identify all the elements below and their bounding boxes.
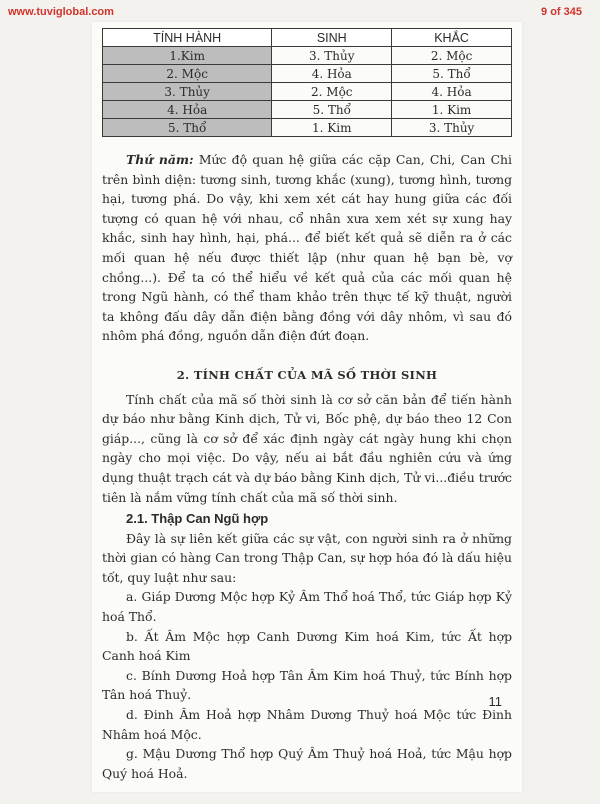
table-cell: 4. Hỏa [103,101,272,119]
subsection-intro: Đây là sự liên kết giữa các sự vật, con người sinh ra ở những thời gian có hàng Can trong Thập Can, sự hợp hóa đó là dấu hiệu tốt, quy luật như sau: [102,530,512,585]
table-cell: 5. Thổ [392,65,512,83]
table-cell: 2. Mộc [272,83,392,101]
table-cell: 2. Mộc [103,65,272,83]
table-header-row [103,29,512,47]
table-cell: 5. Thổ [272,101,392,119]
page-counter: 9 of 345 [541,6,582,18]
table-cell: 4. Hỏa [392,83,512,101]
table-cell: 1. Kim [272,119,392,137]
list-item: g. Mậu Dương Thổ hợp Quý Âm Thuỷ hoá Hoả, tức Mậu hợp Quý hoá Hoả. [102,746,512,781]
subsection-heading: 2.1. Thập Can Ngũ hợp [126,511,269,527]
table-row [103,83,512,101]
note-label: Thứ năm: [126,152,194,167]
list-item: c. Bính Dương Hoả hợp Tân Âm Kim hoá Thuỷ, tức Bính hợp Tân hoá Thuỷ. [102,667,512,703]
page-content [102,150,512,783]
site-link[interactable]: www.tuviglobal.com [8,6,114,18]
table-cell: 1.Kim [103,47,272,65]
table-cell: 4. Hỏa [272,65,392,83]
table-header-cell: KHẮC [392,29,512,47]
section-paragraph: Tính chất của mã số thời sinh là cơ sở căn bản để tiến hành dự báo như bằng Kinh dịch, Tử vi, Bốc phệ, dự báo theo 12 Con giáp..., cũng là cơ sở để xác định ngày cát ngày hung khi chọn ngày cho mọi việc. Do vậy, nếu ai bắt đầu nghiên cứu và ứng dụng thuật trạch cát và dự báo bằng Kinh dịch, Tử vi...điều trước tiên là nắm vững tính chất của mã số thời sinh. [102,391,512,505]
table-header-cell: TÍNH HÀNH [103,29,272,47]
table-cell: 3. Thủy [103,83,272,101]
top-bar [0,0,600,24]
note-paragraph [102,150,512,346]
list-item: b. Ất Âm Mộc hợp Canh Dương Kim hoá Kim, tức Ất hợp Canh hoá Kim [102,628,512,664]
table-row [103,101,512,119]
table-cell: 3. Thủy [392,119,512,137]
table-row [103,119,512,137]
list-item: d. Đinh Âm Hoả hợp Nhâm Dương Thuỷ hoá Mộc tức Đinh Nhâm hoá Mộc. [102,707,512,742]
table-cell: 2. Mộc [392,47,512,65]
list-item: a. Giáp Dương Mộc hợp Kỷ Âm Thổ hoá Thổ, tức Giáp hợp Kỷ hoá Thổ. [102,589,512,625]
page-number: 11 [488,694,502,709]
table-row [103,47,512,65]
table-row [103,65,512,83]
document-page [92,22,522,792]
table-cell: 1. Kim [392,101,512,119]
element-table [102,28,512,137]
table-cell: 3. Thủy [272,47,392,65]
section-heading: 2. TÍNH CHẤT CỦA MÃ SỐ THỜI SINH [176,367,438,382]
table-cell: 5. Thổ [103,119,272,137]
table-header-cell: SINH [272,29,392,47]
note-text: Mức độ quan hệ giữa các cặp Can, Chi, Can Chi trên bình diện: tương sinh, tương khắc (xung), tương hình, tương hại, tương phá. Do vậy, khi xem xét cát hay hung giữa các đối tượng có quan hệ với nhau, cổ nhân xưa xem xét sự xung hay khắc, sinh hay hình, hại, phá... để biết kết quả sẽ diễn ra ở các mối quan hệ nếu được thiết lập (như quan hệ bạn bè, vợ chồng...). Để ta có thể hiểu về kết quả của các mối quan hệ trong Ngũ hành, có thể tham khảo trên thực tế kỹ thuật, người ta không đấu dây dẫn điện bằng đồng với dây nhôm, vì sau đó nhôm phá đồng, nguồn dẫn điện đứt đoạn. [102,152,512,344]
